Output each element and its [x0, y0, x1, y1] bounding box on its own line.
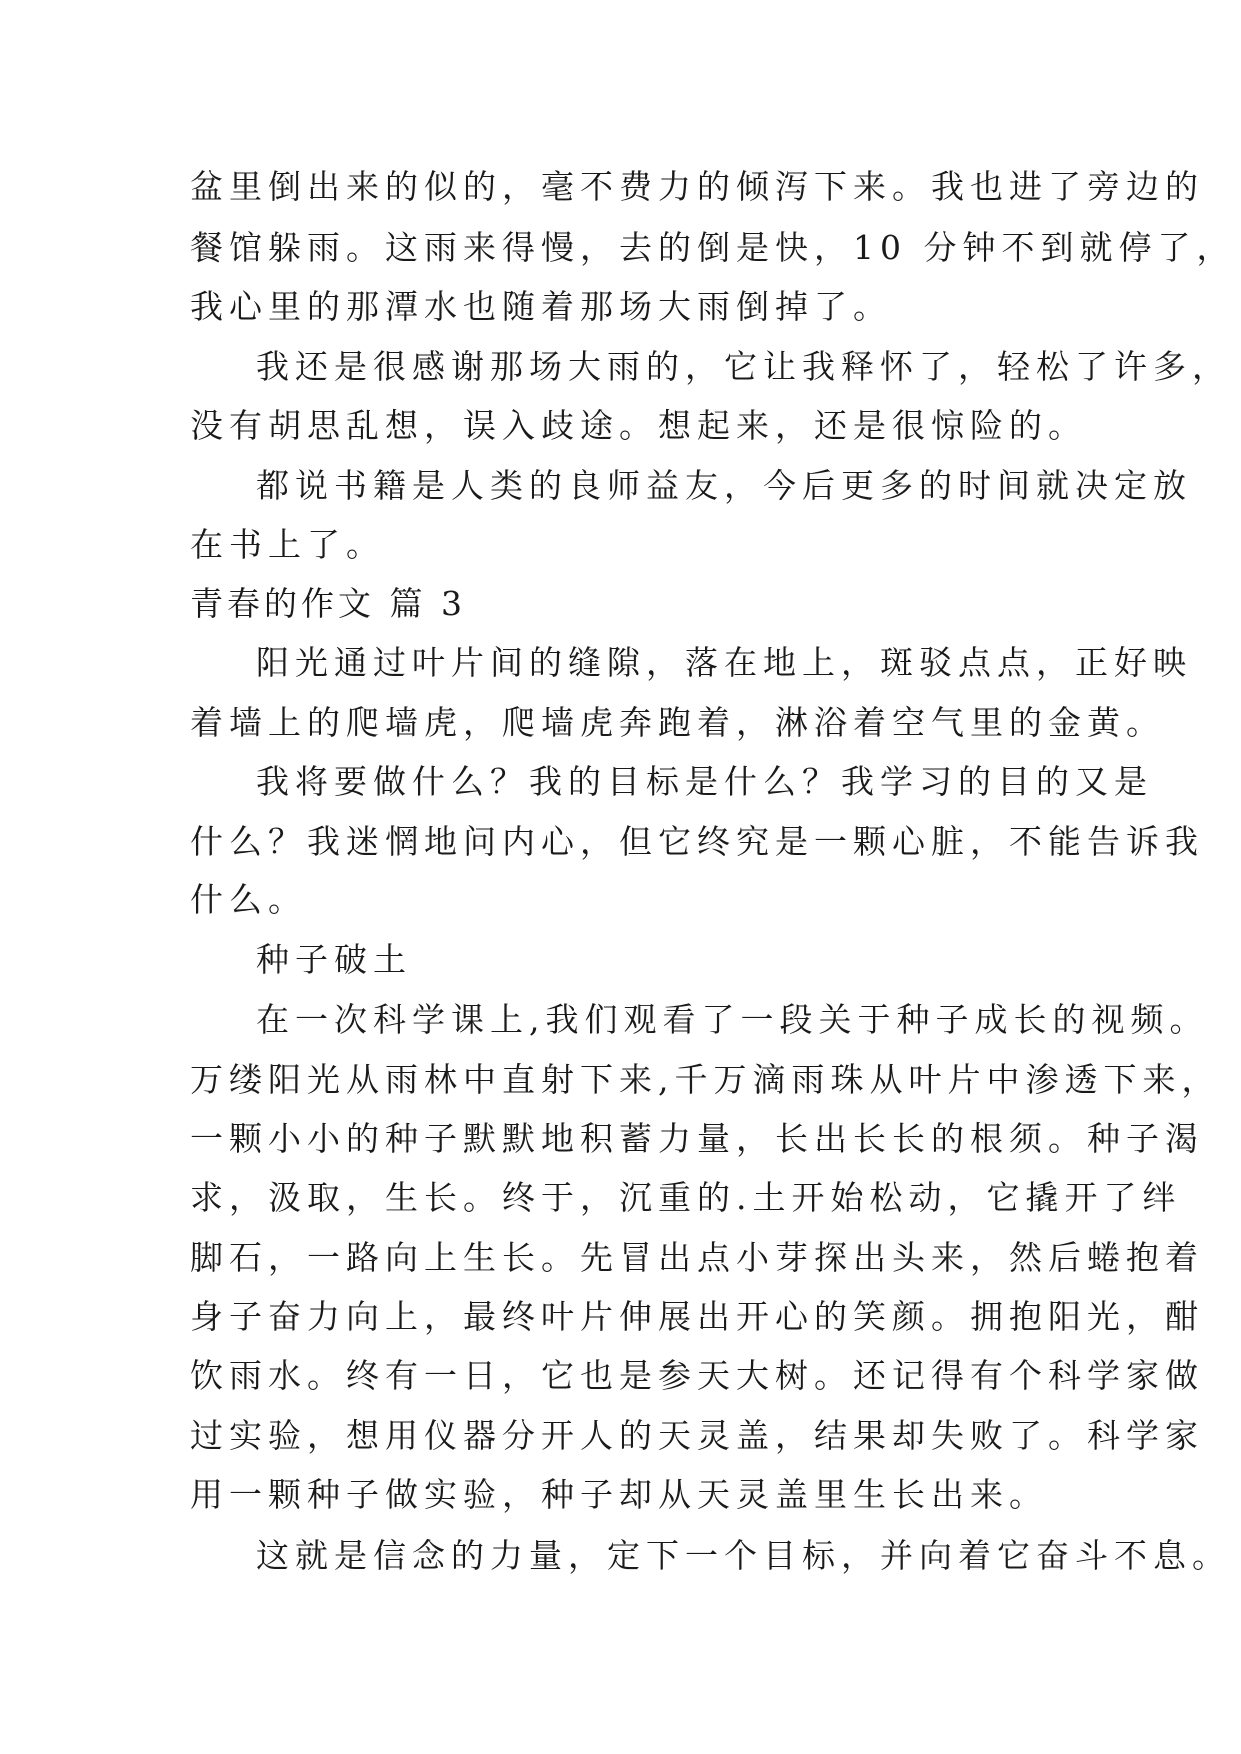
text-line: 没有胡思乱想，误入歧途。想起来，还是很惊险的。 — [190, 406, 1087, 445]
text-line: 餐馆躲雨。这雨来得慢，去的倒是快，10 分钟不到就停了， — [190, 228, 1236, 267]
text-line: 身子奋力向上，最终叶片伸展出开心的笑颜。拥抱阳光，酣 — [190, 1297, 1204, 1336]
text-line: 万缕阳光从雨林中直射下来,千万滴雨珠从叶片中渗透下来， — [190, 1060, 1221, 1099]
paragraph-first-line: 我将要做什么？我的目标是什么？我学习的目的又是 — [256, 762, 1153, 801]
text-line: 什么。 — [190, 880, 307, 919]
paragraph-first-line: 阳光通过叶片间的缝隙，落在地上，斑驳点点，正好映 — [256, 643, 1192, 682]
text-line: 脚石，一路向上生长。先冒出点小芽探出头来，然后蜷抱着 — [190, 1238, 1204, 1277]
subheading: 种子破土 — [256, 940, 412, 979]
text-line: 盆里倒出来的似的，毫不费力的倾泻下来。我也进了旁边的 — [190, 167, 1204, 206]
paragraph-first-line: 这就是信念的力量，定下一个目标，并向着它奋斗不息。 — [256, 1536, 1231, 1575]
text-line: 在书上了。 — [190, 525, 385, 564]
text-line: 一颗小小的种子默默地积蓄力量，长出长长的根须。种子渴 — [190, 1119, 1204, 1158]
text-line: 饮雨水。终有一日，它也是参天大树。还记得有个科学家做 — [190, 1356, 1204, 1395]
text-line: 我心里的那潭水也随着那场大雨倒掉了。 — [190, 287, 892, 326]
text-line: 求，汲取，生长。终于，沉重的.土开始松动，它撬开了绊 — [190, 1178, 1182, 1217]
text-line: 用一颗种子做实验，种子却从天灵盖里生长出来。 — [190, 1475, 1048, 1514]
section-heading: 青春的作文 篇 3 — [190, 584, 466, 623]
paragraph-first-line: 我还是很感谢那场大雨的，它让我释怀了，轻松了许多， — [256, 347, 1231, 386]
text-line: 过实验，想用仪器分开人的天灵盖，结果却失败了。科学家 — [190, 1416, 1204, 1455]
paragraph-first-line: 都说书籍是人类的良师益友，今后更多的时间就决定放 — [256, 466, 1192, 505]
text-line: 着墙上的爬墙虎，爬墙虎奔跑着，淋浴着空气里的金黄。 — [190, 703, 1165, 742]
paragraph-first-line: 在一次科学课上,我们观看了一段关于种子成长的视频。 — [256, 1000, 1209, 1039]
text-line: 什么？我迷惘地问内心，但它终究是一颗心脏，不能告诉我 — [190, 822, 1204, 861]
